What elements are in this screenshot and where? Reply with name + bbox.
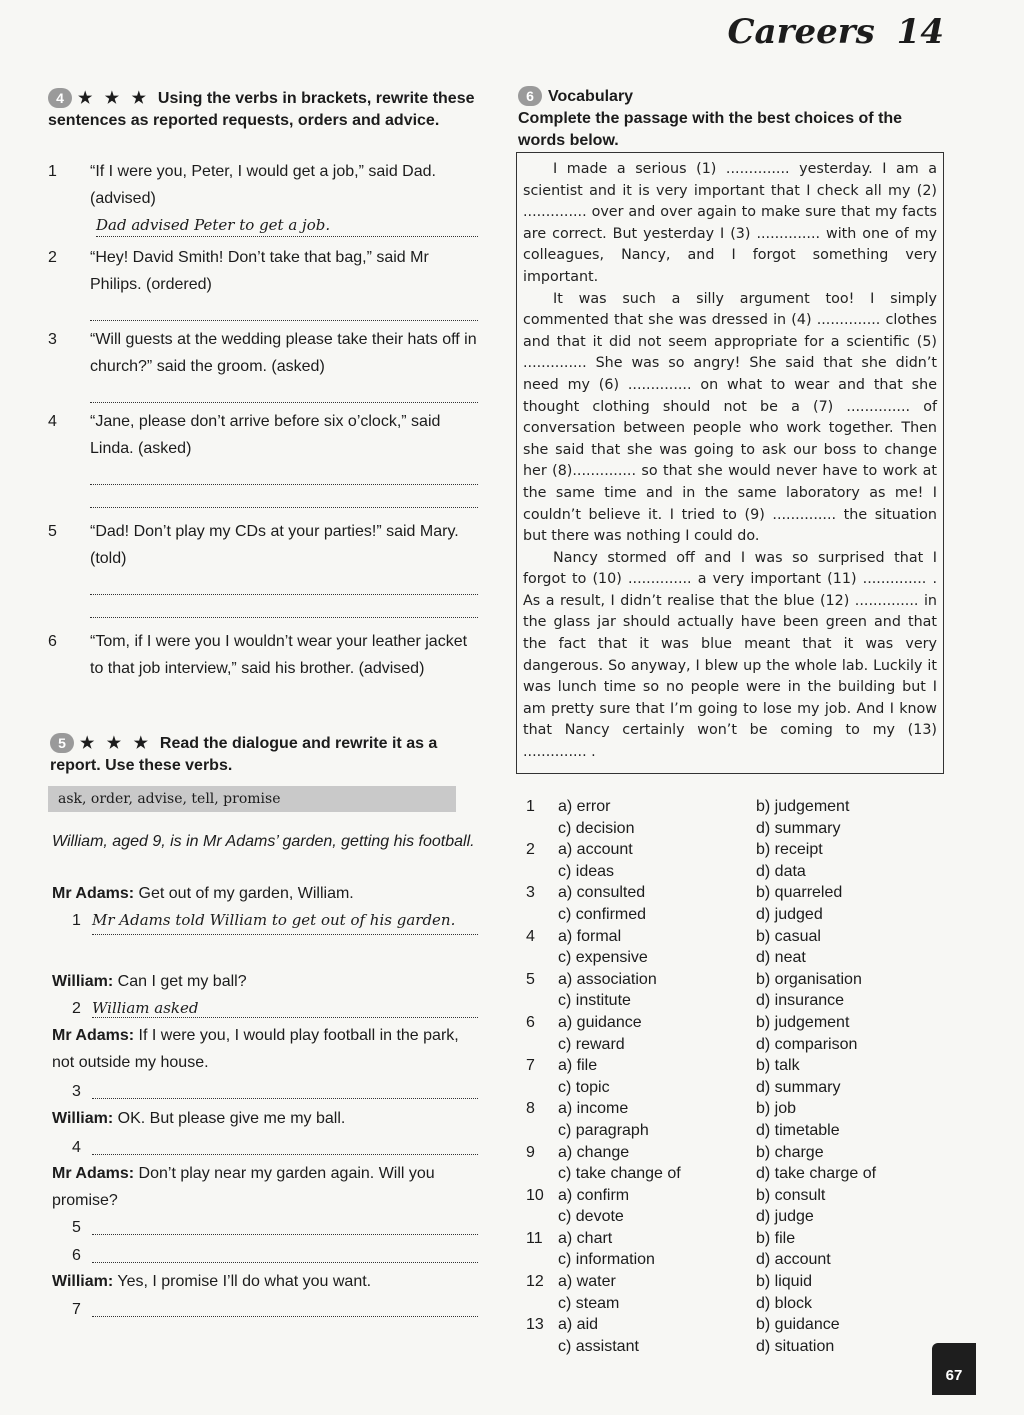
exercise-number: 5	[50, 733, 74, 753]
speaker: Mr Adams:	[52, 1165, 135, 1182]
choice-b[interactable]: b) judgement	[756, 798, 850, 815]
exercise-6-title: Vocabulary	[548, 88, 634, 105]
option-row	[520, 926, 940, 948]
item-text: “If I were you, Peter, I would get a job,” said Dad. (advised)	[90, 163, 436, 207]
answer-number: 5	[72, 1219, 81, 1236]
choice-a[interactable]: a) chart	[558, 1229, 613, 1247]
exercise-number: 6	[518, 86, 542, 106]
choice-d[interactable]: d) comparison	[756, 1035, 858, 1053]
dialogue-line-4	[52, 1105, 482, 1132]
exercise-number: 4	[48, 88, 72, 108]
answer-number: 2	[72, 1000, 81, 1017]
option-row	[520, 904, 940, 926]
reading-passage	[516, 152, 944, 774]
choice-c[interactable]: c) decision	[558, 819, 635, 837]
option-row	[520, 1077, 940, 1099]
option-row	[520, 1271, 940, 1293]
answer-number: 4	[72, 1139, 81, 1156]
choice-d[interactable]: d) summary	[756, 1078, 841, 1096]
item-text: “Hey! David Smith! Don’t take that bag,” said Mr Philips. (ordered)	[90, 249, 429, 293]
choice-c[interactable]: c) expensive	[558, 949, 648, 967]
dialogue-line-5	[52, 1160, 482, 1214]
choice-a[interactable]: a) account	[558, 841, 633, 859]
option-row	[520, 1034, 940, 1056]
choice-b[interactable]: b) receipt	[756, 841, 823, 859]
answer-line[interactable]	[90, 298, 478, 321]
option-row	[520, 861, 940, 883]
choice-c[interactable]: c) institute	[558, 992, 631, 1010]
dialogue-line-2	[52, 968, 482, 995]
scene-description: William, aged 9, is in Mr Adams’ garden, getting his football.	[52, 833, 475, 850]
option-row	[520, 1249, 940, 1271]
options-list	[520, 796, 940, 1357]
difficulty-stars: ★ ★ ★	[80, 735, 152, 752]
choice-b[interactable]: b) charge	[756, 1143, 824, 1161]
option-row	[520, 1293, 940, 1315]
choice-b[interactable]: b) job	[756, 1100, 797, 1118]
item-number: 5	[48, 523, 57, 540]
handwritten-answer: Dad advised Peter to get a job.	[96, 216, 331, 234]
choice-d[interactable]: d) take charge of	[756, 1165, 877, 1183]
option-row	[520, 947, 940, 969]
unit-header	[728, 12, 945, 52]
choice-a[interactable]: a) aid	[558, 1316, 599, 1334]
verb-box: ask, order, advise, tell, promise	[48, 786, 456, 812]
choice-c[interactable]: c) reward	[558, 1035, 625, 1053]
option-row	[520, 1163, 940, 1185]
dialogue-line-6	[52, 1268, 482, 1295]
choice-d[interactable]: d) neat	[756, 949, 806, 967]
option-number: 7	[526, 1057, 535, 1075]
item-number: 6	[48, 633, 57, 650]
option-row	[520, 1098, 940, 1120]
option-row	[520, 1055, 940, 1077]
choice-a[interactable]: a) formal	[558, 927, 622, 945]
line-text: If I were you, I would play football in the park, not outside my house.	[52, 1027, 459, 1071]
ex4-item-3	[48, 326, 478, 403]
passage-paragraph: It was such a silly argument too! I simply commented that she was dressed in (4) .............. clothes and that it did not seem appropriate for a scientific (5) .............. She was so angry! She said that she didn’t need my (6) .............. on what to wear and that she thought clothing should not be a (7) .............. of conversation between people who work together. Then she said that she was going to ask our boss to change her (8).............. so that she would never have to work at the same time and in the same laboratory as me! I couldn’t believe it. I tried to (9) .............. the situation but there was nothing I could do.	[523, 290, 937, 545]
choice-c[interactable]: c) ideas	[558, 862, 615, 880]
option-row	[520, 1012, 940, 1034]
choice-b[interactable]: b) liquid	[756, 1273, 813, 1291]
exercise-4-heading	[48, 88, 478, 132]
line-text: Don’t play near my garden again. Will you promise?	[52, 1165, 435, 1209]
option-row	[520, 839, 940, 861]
option-number: 2	[526, 841, 535, 859]
dialogue-line-3	[52, 1022, 482, 1076]
option-row	[520, 1206, 940, 1228]
answer-number: 1	[72, 912, 81, 929]
option-row	[520, 818, 940, 840]
option-row	[520, 969, 940, 991]
choice-a[interactable]: a) water	[558, 1273, 616, 1291]
answer-4[interactable]	[72, 1134, 478, 1155]
handwritten-answer: William asked	[92, 995, 478, 1018]
answer-line[interactable]	[90, 595, 478, 618]
option-number: 12	[526, 1273, 544, 1291]
line-text: Get out of my garden, William.	[138, 885, 354, 902]
exercise-6-instruction: Complete the passage with the best choices of the words below.	[518, 110, 903, 149]
choice-c[interactable]: c) steam	[558, 1294, 620, 1312]
choice-d[interactable]: d) timetable	[756, 1121, 840, 1139]
choice-c[interactable]: c) confirmed	[558, 905, 647, 923]
unit-number: 14	[896, 12, 944, 52]
exercise-4	[48, 88, 478, 132]
option-number: 11	[526, 1229, 543, 1247]
passage-paragraph: Nancy stormed off and I was so surprised that I forgot to (10) .............. a very important (11) .............. . As a result, I didn’t realise that the blue (12) .............. in the glass jar should actually have been green and that the fact that it was blue meant that it was very dangerous. So anyway, I blew up the whole lab. Luckily it was lunch time so no people were in the building but I am pretty sure that I’m going to lose my job. And I know that Nancy certainly won’t be coming to my (13) .............. .	[523, 549, 937, 761]
exercise-5	[50, 733, 480, 777]
answer-line[interactable]	[96, 212, 478, 237]
difficulty-stars: ★ ★ ★	[78, 90, 150, 107]
choice-b[interactable]: b) casual	[756, 927, 821, 945]
item-text: “Jane, please don’t arrive before six o’clock,” said Linda. (asked)	[90, 413, 441, 457]
choice-a[interactable]: a) error	[558, 798, 611, 815]
answer-number: 7	[72, 1301, 81, 1318]
choice-d[interactable]: d) situation	[756, 1337, 835, 1355]
choice-d[interactable]: d) data	[756, 862, 806, 880]
choice-d[interactable]: d) account	[756, 1251, 831, 1269]
answer-3[interactable]	[72, 1078, 478, 1099]
answer-line[interactable]	[90, 572, 478, 595]
answer-line[interactable]	[90, 380, 478, 403]
option-number: 13	[526, 1316, 544, 1334]
choice-b[interactable]: b) organisation	[756, 970, 862, 988]
choice-b[interactable]: b) talk	[756, 1057, 800, 1075]
item-text: “Will guests at the wedding please take their hats off in church?” said the groom. (asked)	[90, 331, 477, 375]
choice-a[interactable]: a) file	[558, 1057, 598, 1075]
option-row	[520, 1120, 940, 1142]
line-text: OK. But please give me my ball.	[117, 1110, 346, 1127]
option-row	[520, 1185, 940, 1207]
option-number: 8	[526, 1100, 535, 1118]
item-number: 2	[48, 249, 57, 266]
option-number: 3	[526, 884, 535, 902]
speaker: William:	[52, 1110, 114, 1127]
speaker: Mr Adams:	[52, 1027, 135, 1044]
choice-b[interactable]: b) judgement	[756, 1013, 850, 1031]
choice-a[interactable]: a) consulted	[558, 884, 646, 902]
choice-c[interactable]: c) topic	[558, 1078, 610, 1096]
ex4-item-5	[48, 518, 478, 618]
choice-a[interactable]: a) guidance	[558, 1013, 642, 1031]
option-number: 1	[526, 798, 535, 815]
option-number: 4	[526, 927, 535, 945]
line-text: Can I get my ball?	[117, 973, 247, 990]
handwritten-answer: Mr Adams told William to get out of his garden.	[92, 907, 478, 935]
choice-d[interactable]: d) summary	[756, 819, 841, 837]
dialogue	[52, 828, 482, 855]
choice-c[interactable]: c) take change of	[558, 1165, 681, 1183]
option-row	[520, 990, 940, 1012]
choice-a[interactable]: a) confirm	[558, 1186, 630, 1204]
answer-7[interactable]	[72, 1296, 478, 1317]
exercise-5-heading	[50, 733, 480, 777]
choice-d[interactable]: d) insurance	[756, 992, 845, 1010]
speaker: William:	[52, 1273, 114, 1290]
option-row	[520, 796, 940, 818]
choice-c[interactable]: c) assistant	[558, 1337, 639, 1355]
choice-a[interactable]: a) change	[558, 1143, 630, 1161]
line-text: Yes, I promise I’ll do what you want.	[117, 1273, 372, 1290]
ex4-item-6	[48, 628, 478, 682]
choice-d[interactable]: d) block	[756, 1294, 813, 1312]
speaker: William:	[52, 973, 114, 990]
passage-paragraph: I made a serious (1) .............. yesterday. I am a scientist and it is very important that I check all my (2) .............. over and over again to make sure that my facts are correct. But yesterday I (3) .............. with one of my colleagues, Nancy, and I forgot something very important.	[523, 161, 937, 285]
choice-b[interactable]: b) quarreled	[756, 884, 843, 902]
option-row	[520, 882, 940, 904]
exercise-6-heading	[518, 86, 938, 108]
answer-1[interactable]	[72, 907, 478, 935]
answer-line[interactable]	[90, 485, 478, 508]
item-number: 4	[48, 413, 57, 430]
answer-line	[92, 1214, 478, 1235]
ex4-item-4	[48, 408, 478, 508]
choice-b[interactable]: b) file	[756, 1229, 796, 1247]
answer-number: 6	[72, 1247, 81, 1264]
choice-a[interactable]: a) income	[558, 1100, 629, 1118]
item-number: 1	[48, 163, 57, 180]
option-number: 5	[526, 970, 535, 988]
option-row	[520, 1142, 940, 1164]
choice-b[interactable]: b) consult	[756, 1186, 826, 1204]
page-number: 67	[932, 1343, 976, 1395]
unit-title: Careers	[727, 12, 875, 52]
exercise-6	[518, 86, 938, 152]
choice-c[interactable]: c) paragraph	[558, 1121, 649, 1139]
answer-line	[92, 1134, 478, 1155]
option-row	[520, 1314, 940, 1336]
option-number: 9	[526, 1143, 535, 1161]
answer-number: 3	[72, 1083, 81, 1100]
dialogue-line-1	[52, 880, 482, 907]
answer-6[interactable]	[72, 1242, 478, 1263]
answer-line[interactable]	[90, 462, 478, 485]
ex4-item-2	[48, 244, 478, 321]
exercise-4-instruction: Using the verbs in brackets, rewrite these sentences as reported requests, orders and advice.	[48, 90, 475, 129]
item-number: 3	[48, 331, 57, 348]
ex4-item-1	[48, 158, 478, 237]
answer-line	[92, 1296, 478, 1317]
choice-c[interactable]: c) devote	[558, 1208, 624, 1226]
choice-b[interactable]: b) guidance	[756, 1316, 840, 1334]
item-text: “Tom, if I were you I wouldn’t wear your leather jacket to that job interview,” said his brother. (advised)	[90, 633, 468, 677]
option-row	[520, 1228, 940, 1250]
speaker: Mr Adams:	[52, 885, 135, 902]
choice-a[interactable]: a) association	[558, 970, 657, 988]
option-number: 10	[526, 1186, 544, 1204]
choice-d[interactable]: d) judge	[756, 1208, 814, 1226]
answer-line	[92, 1242, 478, 1263]
exercise-5-instruction: Read the dialogue and rewrite it as a report. Use these verbs.	[50, 735, 438, 774]
answer-2[interactable]	[72, 995, 478, 1018]
item-text: “Dad! Don’t play my CDs at your parties!” said Mary. (told)	[90, 523, 459, 567]
answer-5[interactable]	[72, 1214, 478, 1235]
choice-c[interactable]: c) information	[558, 1251, 655, 1269]
choice-d[interactable]: d) judged	[756, 905, 823, 923]
answer-line	[92, 1078, 478, 1099]
option-row	[520, 1336, 940, 1358]
option-number: 6	[526, 1013, 535, 1031]
